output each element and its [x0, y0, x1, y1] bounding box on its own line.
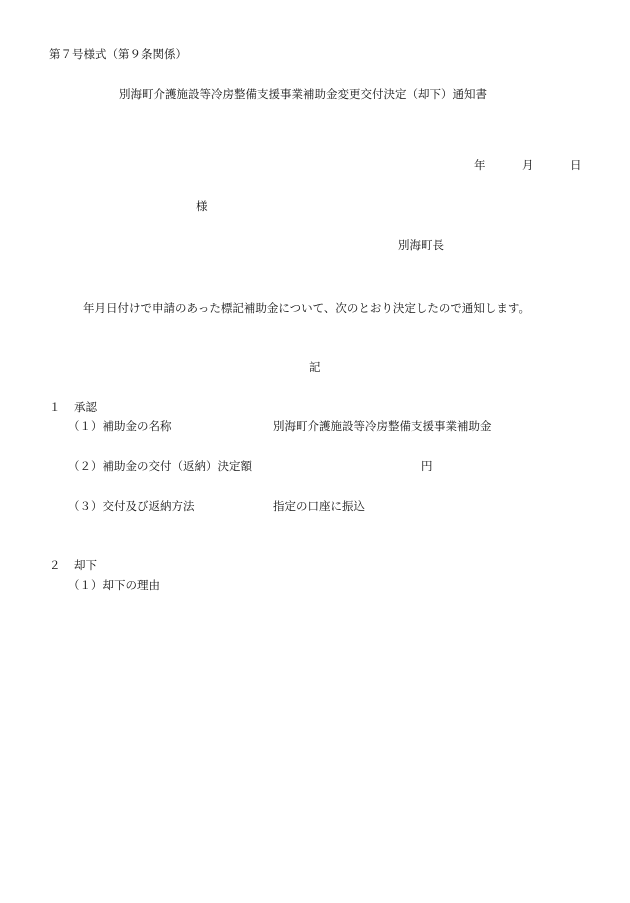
section-2-heading: 却下	[74, 558, 97, 572]
date-day: 日	[570, 158, 582, 172]
ki-heading: 記	[309, 360, 321, 374]
section-1-number: １	[49, 400, 61, 414]
addressee-suffix: 様	[196, 199, 208, 213]
section-2-number: ２	[49, 558, 61, 572]
item-2-1-label: （１）却下の理由	[68, 578, 160, 592]
item-1-1-label: （１）補助金の名称	[68, 419, 172, 433]
item-1-1-value: 別海町介護施設等冷房整備支援事業補助金	[273, 419, 492, 433]
item-1-3-label: （３）交付及び返納方法	[68, 499, 195, 513]
body-month: 月	[94, 301, 106, 315]
body-paragraph	[49, 297, 583, 319]
form-number: 第７号様式（第９条関係）	[49, 47, 187, 61]
date-year: 年	[474, 158, 486, 172]
item-1-2-label: （２）補助金の交付（返納）決定額	[68, 459, 252, 473]
item-1-2-value: 円	[421, 459, 433, 473]
body-text: 日付けで申請のあった標記補助金について、次のとおり決定したので通知します。	[106, 301, 531, 315]
section-1-heading: 承認	[74, 400, 97, 414]
issuer: 別海町長	[398, 238, 444, 252]
date-month: 月	[522, 158, 534, 172]
document-title: 別海町介護施設等冷房整備支援事業補助金変更交付決定（却下）通知書	[119, 87, 487, 101]
body-year: 年	[83, 301, 95, 315]
item-1-3-value: 指定の口座に振込	[273, 499, 365, 513]
